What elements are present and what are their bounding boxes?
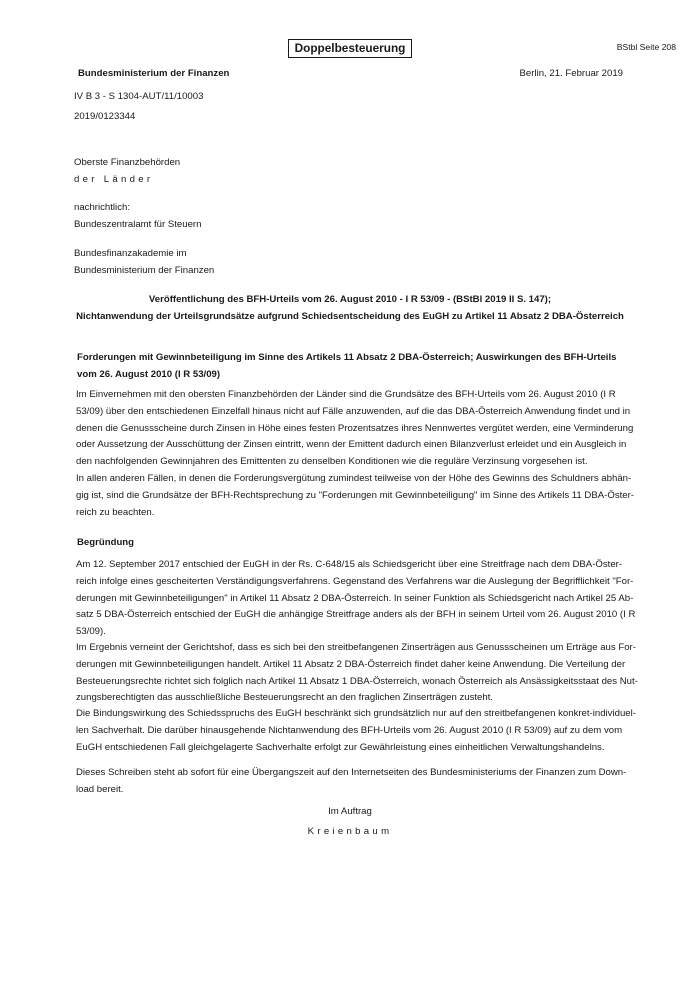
text-line: derungen mit Gewinnbeteiligungen handelt. Artikel 11 Absatz 2 DBA-Österreich findet daher keine Anwendung. Die Verteilung der — [76, 658, 626, 670]
text-line: Dieses Schreiben steht ab sofort für eine Übergangszeit auf den Internetseiten des Bundesministeriums der Finanzen zum Down- — [76, 767, 627, 778]
text-line: den nachfolgenden Gewinnjahren des Emittenten zu denselben Konditionen wie die reguläre Verzinsung vorgesehen ist. — [76, 456, 588, 468]
closing: Im Auftrag — [328, 806, 372, 817]
text-line: Besteuerungsrechte richtet sich folglich nach Artikel 11 Absatz 1 DBA-Österreich, wonach Österreich als Ansässigkeitsstaat des Nut- — [76, 675, 638, 687]
text-line: len Sachverhalt. Die darüber hinausgehende Nichtanwendung des BFH-Urteils vom 26. August 2010 (I R 53/09) auf zu dem vom — [76, 724, 623, 736]
cc-recipient-2a: Bundesfinanzakademie im — [74, 248, 187, 259]
text-line: Im Einvernehmen mit den obersten Finanzbehörden der Länder sind die Grundsätze des BFH-Urteils vom 26. August 2010 (I R — [76, 389, 616, 400]
signature: Kreienbaum — [307, 826, 393, 837]
text-line: 53/09). — [76, 626, 106, 638]
heading-line: Forderungen mit Gewinnbeteiligung im Sinne des Artikels 11 Absatz 2 DBA-Österreich; Auswirkungen des BFH-Urteils — [77, 352, 617, 363]
heading-line: vom 26. August 2010 (I R 53/09) — [77, 368, 221, 380]
document-category-box: Doppelbesteuerung — [288, 39, 412, 58]
subject-line: Veröffentlichung des BFH-Urteils vom 26. August 2010 - I R 53/09 - (BStBl 2019 II S. 147); — [148, 294, 552, 305]
cc-label: nachrichtlich: — [74, 202, 130, 213]
recipient-line-2: der Länder — [74, 174, 154, 185]
paragraph-4 — [76, 640, 638, 707]
subject-block — [40, 292, 660, 326]
text-line: satz 5 DBA-Österreich entschied der EuGH die anhängige Streitfrage anders als der BFH in seinem Urteil vom 26. August 2010 (I R — [76, 609, 636, 621]
page-number-tag: BStbl Seite 208 — [616, 42, 676, 52]
paragraph-1 — [76, 387, 634, 471]
reference-number: IV B 3 - S 1304-AUT/11/10003 — [74, 91, 204, 102]
place-date: Berlin, 21. Februar 2019 — [519, 68, 623, 79]
text-line: 53/09) über den entschiedenen Einzelfall hinaus nicht auf Fälle anzuwenden, auf die das DBA-Österreich Anwendung findet und in — [76, 405, 631, 417]
document-number: 2019/0123344 — [74, 111, 136, 122]
text-line: Die Bindungswirkung des Schiedsspruchs des EuGH beschränkt sich grundsätzlich nur auf den streitbefangenen konkret-individuel- — [76, 708, 636, 719]
text-line: gig ist, sind die Grundsätze der BFH-Rechtsprechung zu "Forderungen mit Gewinnbeteiligung" im Sinne des Artikels 11 DBA-Öster- — [76, 489, 635, 501]
paragraph-2 — [76, 471, 635, 521]
sender: Bundesministerium der Finanzen — [78, 68, 230, 79]
text-line: reich infolge eines gescheiterten Verständigungsverfahrens. Gegenstand des Verfahrens war die Auslegung der Begrifflichkeit "For- — [76, 575, 634, 587]
text-line: denen die Genussscheine durch Zinsen in Höhe eines festen Prozentsatzes ihres Nennwertes vergütet werden, eine Verminderung — [76, 422, 634, 434]
paragraph-5 — [76, 706, 636, 756]
paragraph-6 — [76, 765, 627, 799]
paragraph-3 — [76, 557, 636, 641]
text-line: EuGH entschiedenen Fall gleichgelagerte Sachverhalte erfolgt zur Gewährleistung eines einheitlichen Verwaltungshandelns. — [76, 741, 605, 753]
recipient-line-1: Oberste Finanzbehörden — [74, 157, 181, 168]
text-line: oder Aussetzung der Ausschüttung der Zinsen eintritt, wenn der Emittent dadurch einen Bilanzverlust erleidet und ein Ausgleich in — [76, 439, 627, 451]
text-line: zungsberechtigten das ausschließliche Besteuerungsrecht an den fraglichen Zinserträgen zusteht. — [76, 692, 494, 704]
cc-recipient-1: Bundeszentralamt für Steuern — [74, 219, 202, 230]
section-heading — [77, 350, 625, 384]
text-line: Am 12. September 2017 entschied der EuGH in der Rs. C-648/15 als Schiedsgericht über eine Streitfrage nach dem DBA-Öster- — [76, 559, 623, 570]
reason-heading: Begründung — [77, 537, 135, 548]
text-line: reich zu beachten. — [76, 506, 155, 518]
text-line: derungen mit Gewinnbeteiligungen" in Artikel 11 Absatz 2 DBA-Österreich. In seiner Funktion als Schiedsgericht nach Artikel 25 Ab- — [76, 592, 634, 604]
text-line: load bereit. — [76, 783, 124, 795]
subject-line: Nichtanwendung der Urteilsgrundsätze aufgrund Schiedsentscheidung des EuGH zu Artikel 11 Absatz 2 DBA-Österreich — [76, 310, 624, 322]
text-line: Im Ergebnis verneint der Gerichtshof, dass es sich bei den streitbefangenen Zinserträgen aus Genussscheinen um Erträge aus For- — [76, 642, 636, 653]
cc-recipient-2b: Bundesministerium der Finanzen — [74, 265, 215, 276]
text-line: In allen anderen Fällen, in denen die Forderungsvergütung zumindest teilweise von der Höhe des Gewinns des Schuldners abhän- — [76, 473, 632, 484]
